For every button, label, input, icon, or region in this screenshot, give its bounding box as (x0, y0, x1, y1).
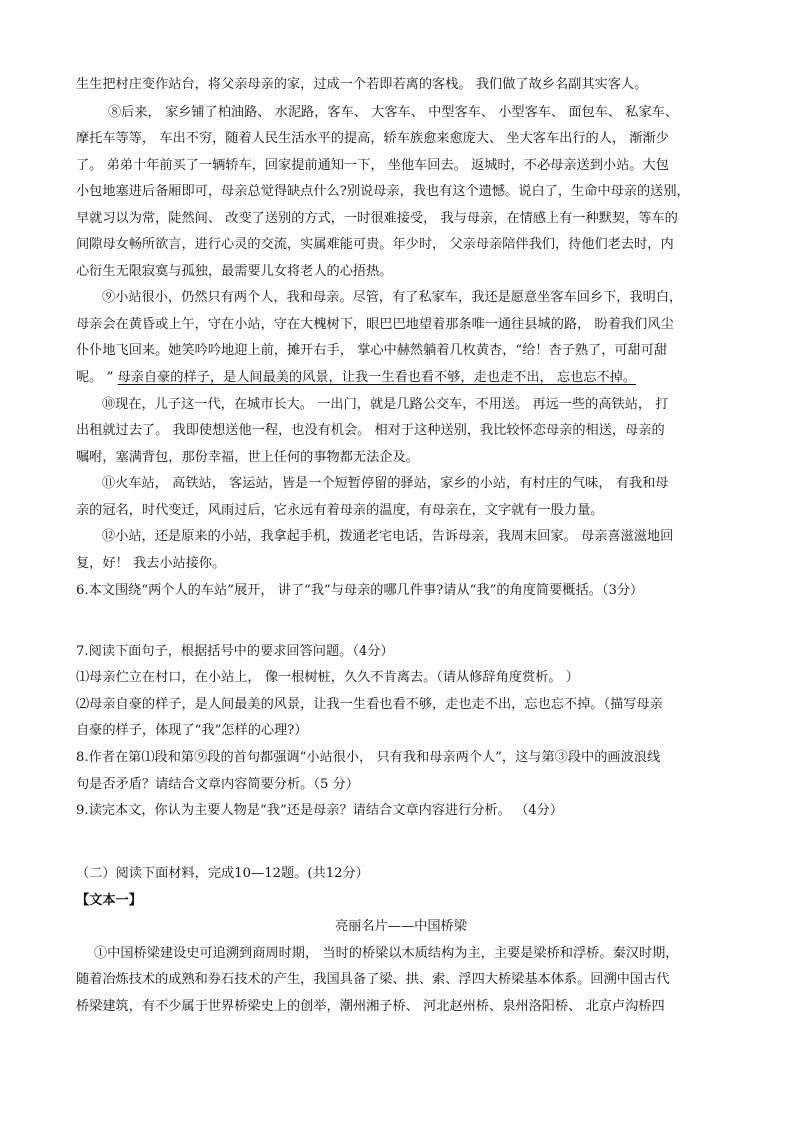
paragraph-8-line: ⑧后来， 家乡铺了柏油路、 水泥路，客车、 大客车、 中型客车、 小型客车、 面包车、 私家车、 (108, 105, 679, 120)
text-line: 自豪的样子，体现了“我”怎样的心理?） (76, 723, 308, 738)
paragraph-10-line: ⑩现在，儿子这一代，在城市长大。 一出门，就是几路公交车，不用送。 再远一些的高铁站， 打 (102, 397, 669, 412)
text-line: 仆仆地飞回来。她笑吟吟地迎上前，摊开右手， 掌心中赫然躺着几枚黄杏，“给！杏子熟了，可甜可甜 (76, 343, 668, 358)
text-line: 嘱咐，塞满背包，那份幸福，世上任何的事物都无法企及。 (76, 450, 419, 465)
text-line: 间隙母女畅所欲言，进行心灵的交流，实属难能可贵。年少时， 父亲母亲陪伴我们，待他们老去时，内 (76, 237, 674, 252)
text-line: 摩托车等等， 车出不穷，随着人民生活水平的提高，轿车族愈来愈庞大、 坐大客车出行的人， 渐渐少 (76, 131, 669, 146)
text-line: 句是否矛盾？请结合文章内容简要分析。（5 分） (76, 777, 359, 792)
question-7: 7.阅读下面句子，根据括号中的要求回答问题。（4分） (76, 644, 394, 659)
text-line: 随着冶炼技术的成熟和券石技术的产生，我国具备了梁、拱、索、浮四大桥梁基本体系。回溯中国古代 (76, 972, 670, 987)
text-line: 小包地塞进后备厢即可，母亲总觉得缺点什么?别说母亲，我也有这个遗憾。说白了，生命中母亲的送别， (76, 184, 690, 199)
article-paragraph-1: ①中国桥梁建设史可追溯到商周时期， 当时的桥梁以木质结构为主，主要是梁桥和浮桥。秦汉时期， (94, 946, 679, 961)
paragraph-9-line: ⑨小站很小，仍然只有两个人，我和母亲。尽管，有了私家车，我还是愿意坐客车回乡下，我明白， (102, 290, 683, 305)
question-9: 9.读完本文，你认为主要人物是“我”还是母亲？请结合文章内容进行分析。 （4分） (76, 803, 564, 818)
text-line: 心衍生无限寂寞与孤独，最需要儿女将老人的心捂热。 (76, 264, 393, 279)
text-line: 复，好！ 我去小站接你。 (76, 556, 226, 571)
text-line: 生生把村庄变作站台，将父亲母亲的家，过成一个若即若离的客栈。 我们做了故乡名副其实客人。 (76, 77, 648, 92)
text-line (76, 369, 726, 387)
text-line: 出租就过去了。 我即使想送他一程，也没有机会。 相对于这种送别，我比较怀恋母亲的相送，母亲的 (76, 423, 665, 438)
quote-end: 呢。 ” (76, 370, 118, 385)
question-8: 8.作者在第⑴段和第⑨段的首句都强调“小站很小， 只有我和母亲两个人”，这与第③段中的画波浪线 (76, 750, 661, 765)
underlined-sentence: 母亲自豪的样子，是人间最美的风景，让我一生看也看不够，走也走不出， 忘也忘不掉。 (117, 370, 637, 385)
text-line: 亲的冠名，时代变迁，风雨过后，它永远有着母亲的温度，有母亲在，文字就有一股力量。 (76, 503, 604, 518)
question-7-2: ⑵母亲自豪的样子，是人间最美的风景，让我一生看也看不够，走也走不出，忘也忘不掉。（描写母亲 (76, 697, 663, 712)
text-line: 母亲会在黄昏或上午，守在小站，守在大槐树下，眼巴巴地望着那条唯一通往县城的路， 盼着我们风尘 (76, 317, 674, 332)
question-7-1: ⑴母亲伫立在村口，在小站上， 像一根树桩，久久不肯离去。（请从修辞角度赏析。 ） (76, 670, 579, 685)
question-6: 6.本文围绕“两个人的车站”展开， 讲了“我”与母亲的哪几件事?请从“我”的角度简要概括。（3分） (76, 583, 644, 598)
paragraph-12-line: ⑫小站，还是原来的小站，我拿起手机，拨通老宅电话，告诉母亲，我周末回家。 母亲喜滋滋地回 (102, 529, 674, 544)
text-one-label: 【文本一】 (76, 893, 142, 908)
paragraph-11-line: ⑪火车站， 高铁站， 客运站，皆是一个短暂停留的驿站，家乡的小站，有村庄的气味， 有我和母 (102, 476, 669, 491)
section-heading: （二）阅读下面材料，完成10—12题。(共12分） (76, 866, 369, 881)
text-line: 早就习以为常，陡然间、 改变了送别的方式，一时很难接受， 我与母亲，在情感上有一种默契，等车的 (76, 211, 678, 226)
text-line: 了。 弟弟十年前买了一辆轿车，回家提前通知一下， 坐他车回去。 返城时，不必母亲送到小站。大包 (76, 158, 669, 173)
text-line: 桥梁建筑，有不少属于世界桥梁史上的创举，潮州湘子桥、 河北赵州桥、泉州洛阳桥、 北京卢沟桥四 (76, 999, 665, 1014)
article-title: 亮丽名片——中国桥梁 (335, 919, 467, 934)
